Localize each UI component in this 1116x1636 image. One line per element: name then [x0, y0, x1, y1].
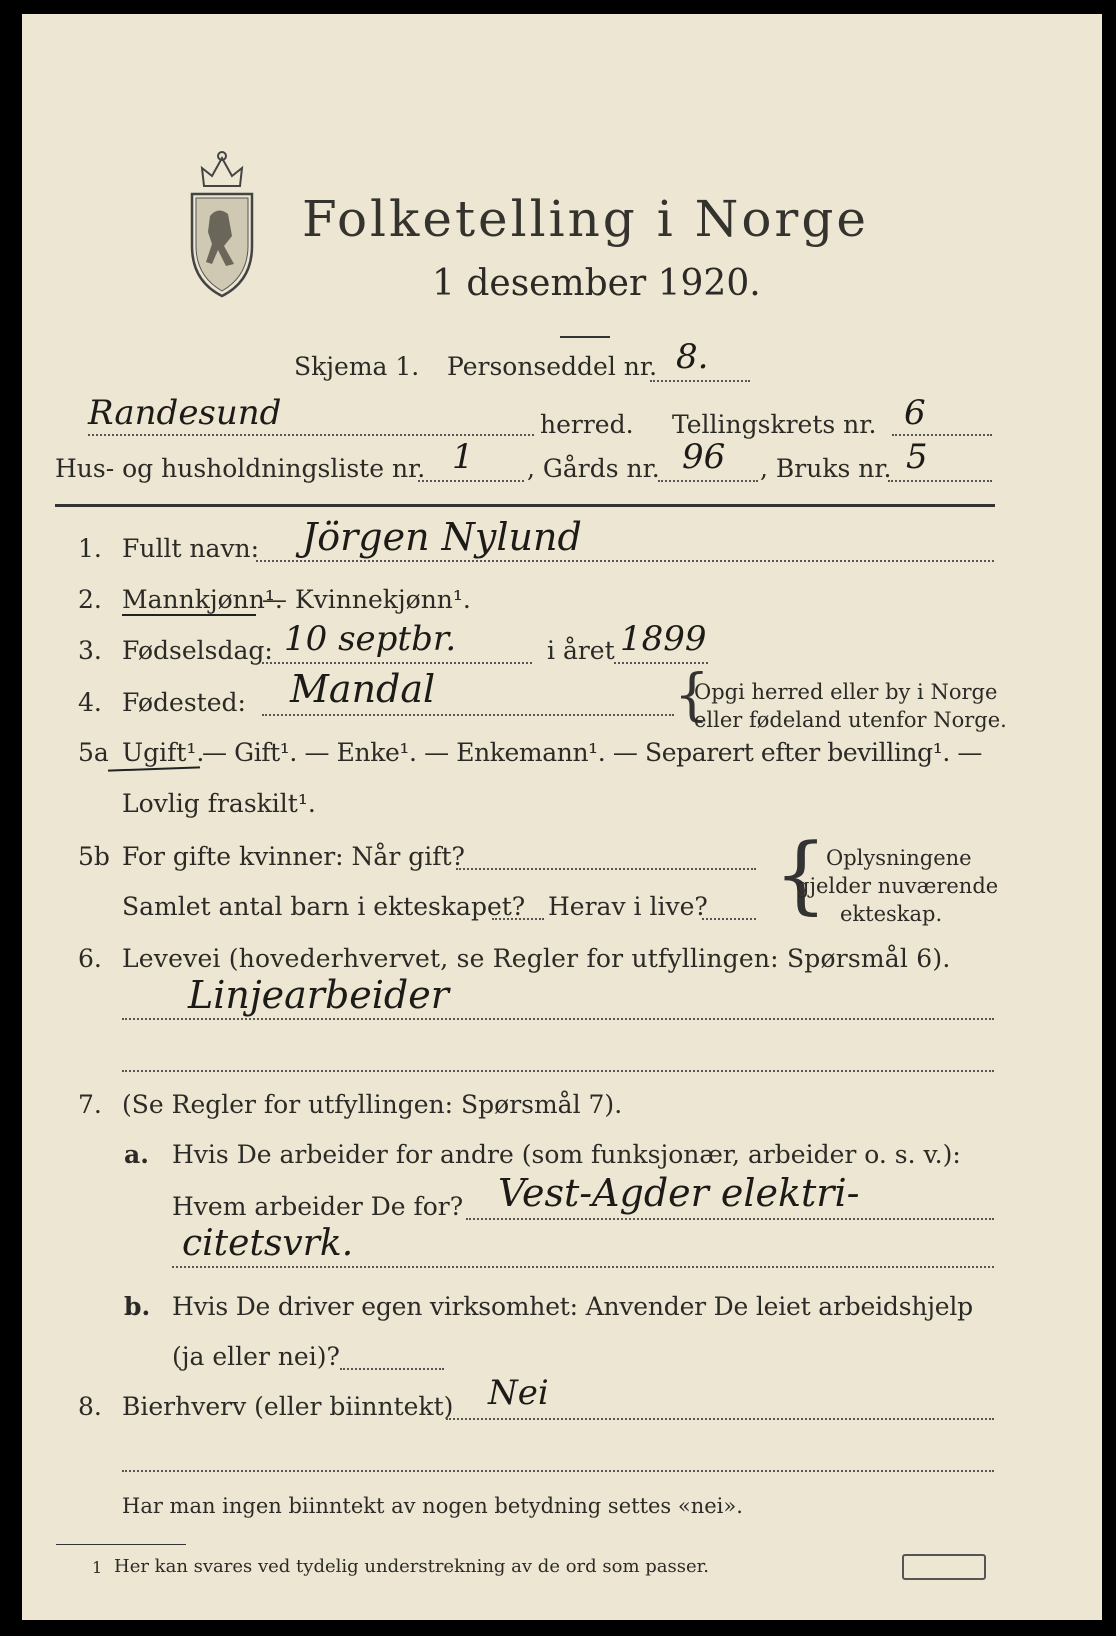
q8-line2: [122, 1470, 994, 1472]
q7a-value1: Vest-Agder elektri-: [498, 1171, 860, 1215]
header-divider: [55, 504, 995, 507]
q1-value: Jörgen Nylund: [302, 515, 582, 559]
q7a-value2: citetsvrk.: [182, 1223, 354, 1264]
norwegian-coat-of-arms-icon: [182, 146, 262, 306]
q7a-line-b: [172, 1266, 994, 1268]
hus-label: Hus- og husholdningsliste nr.: [55, 454, 426, 483]
q4-label: Fødested:: [122, 688, 246, 717]
q5b-note3: ekteskap.: [840, 902, 943, 926]
q8-number: 8.: [78, 1392, 102, 1421]
gards-line: [658, 480, 758, 482]
census-form: [22, 14, 1102, 1620]
q5b-children-line: [492, 918, 544, 920]
census-date: 1 desember 1920.: [432, 263, 761, 304]
footnote-text: Her kan svares ved tydelig understrekning av de ord som passer.: [114, 1556, 709, 1577]
herred-label: herred.: [540, 410, 634, 439]
hus-line: [418, 480, 524, 482]
tellingskrets-line: [892, 434, 992, 436]
personseddel-label: Personseddel nr.: [447, 352, 658, 381]
gards-label: , Gårds nr.: [527, 454, 660, 483]
q8-label: Bierhverv (eller biinntekt): [122, 1392, 454, 1421]
q3-number: 3.: [78, 636, 102, 665]
q6-label: Levevei (hovederhvervet, se Regler for utfyllingen: Spørsmål 6).: [122, 944, 951, 973]
q5b-line2b: Herav i live?: [548, 892, 708, 921]
q5b-line1: For gifte kvinner: Når gift?: [122, 842, 465, 871]
q2-number: 2.: [78, 585, 102, 614]
q5a-line2: Lovlig fraskilt¹.: [122, 789, 316, 818]
q5a-rest: — Gift¹. — Enke¹. — Enkemann¹. — Separert efter bevilling¹. —: [202, 738, 983, 767]
q7a-line-a: [466, 1218, 994, 1220]
q8-value: Nei: [488, 1373, 549, 1413]
footnote-number: 1: [92, 1558, 103, 1577]
q4-note-line1: Opgi herred eller by i Norge: [694, 680, 998, 704]
title-divider: [560, 336, 610, 338]
q3-year-label: i året: [547, 636, 615, 665]
tellingskrets-value: 6: [904, 393, 926, 433]
q7b-line1: Hvis De driver egen virksomhet: Anvender De leiet arbeidshjelp: [172, 1292, 973, 1321]
q3-year-value: 1899: [620, 619, 707, 659]
q4-number: 4.: [78, 688, 102, 717]
q2-male: Mannkjønn¹.: [122, 585, 283, 614]
herred-line: [88, 434, 534, 436]
bruks-line: [888, 480, 992, 482]
q5b-alive-line: [702, 918, 756, 920]
footnote-divider: [56, 1544, 186, 1545]
printer-stamp: [902, 1554, 986, 1580]
q6-line2: [122, 1070, 994, 1072]
q8-line1: [446, 1418, 994, 1420]
q4-note-line2: eller fødeland utenfor Norge.: [694, 708, 1007, 732]
hus-value: 1: [452, 437, 474, 477]
q5b-note2: gjelder nuværende: [796, 874, 999, 898]
q5b-note1: Oplysningene: [826, 846, 972, 870]
q7a-letter: a.: [124, 1140, 149, 1169]
bruks-label: , Bruks nr.: [760, 454, 892, 483]
q5b-number: 5b: [78, 842, 110, 871]
q2-male-underline: [122, 614, 256, 616]
personseddel-value: 8.: [676, 337, 709, 377]
q3-line: [262, 662, 532, 664]
q4-brace: {: [674, 663, 710, 728]
q1-number: 1.: [78, 534, 102, 563]
q6-number: 6.: [78, 944, 102, 973]
q5b-brace: {: [774, 825, 828, 923]
q1-label: Fullt navn:: [122, 534, 260, 563]
q3-value: 10 septbr.: [284, 619, 457, 659]
q5a-ugift-underline: [108, 766, 200, 771]
q7a-line1: Hvis De arbeider for andre (som funksjonær, arbeider o. s. v.):: [172, 1140, 961, 1169]
q1-line: [256, 560, 994, 562]
gards-value: 96: [682, 437, 726, 477]
q5a-ugift: Ugift¹.: [122, 738, 205, 767]
q7-number: 7.: [78, 1090, 102, 1119]
q7-label: (Se Regler for utfyllingen: Spørsmål 7).: [122, 1090, 623, 1119]
tellingskrets-label: Tellingskrets nr.: [672, 410, 877, 439]
herred-value: Randesund: [88, 393, 282, 433]
biinntekt-note: Har man ingen biinntekt av nogen betydning settes «nei».: [122, 1494, 743, 1518]
q5b-line2a: Samlet antal barn i ekteskapet?: [122, 892, 526, 921]
q4-line: [262, 714, 674, 716]
q4-value: Mandal: [290, 667, 436, 711]
skjema-label: Skjema 1.: [294, 352, 420, 381]
q7b-line2: (ja eller nei)?: [172, 1342, 340, 1371]
personseddel-line: [650, 380, 750, 382]
q3-label: Fødselsdag:: [122, 636, 273, 665]
q7b-line: [340, 1368, 444, 1370]
q7a-line2: Hvem arbeider De for?: [172, 1192, 464, 1221]
q6-value: Linjearbeider: [188, 973, 449, 1017]
form-title: Folketelling i Norge: [302, 190, 869, 248]
q5b-when-line: [456, 868, 756, 870]
q6-line1: [122, 1018, 994, 1020]
q7b-letter: b.: [124, 1292, 151, 1321]
q2-rest: — Kvinnekjønn¹.: [262, 585, 471, 614]
q5a-number: 5a: [78, 738, 109, 767]
bruks-value: 5: [906, 437, 928, 477]
